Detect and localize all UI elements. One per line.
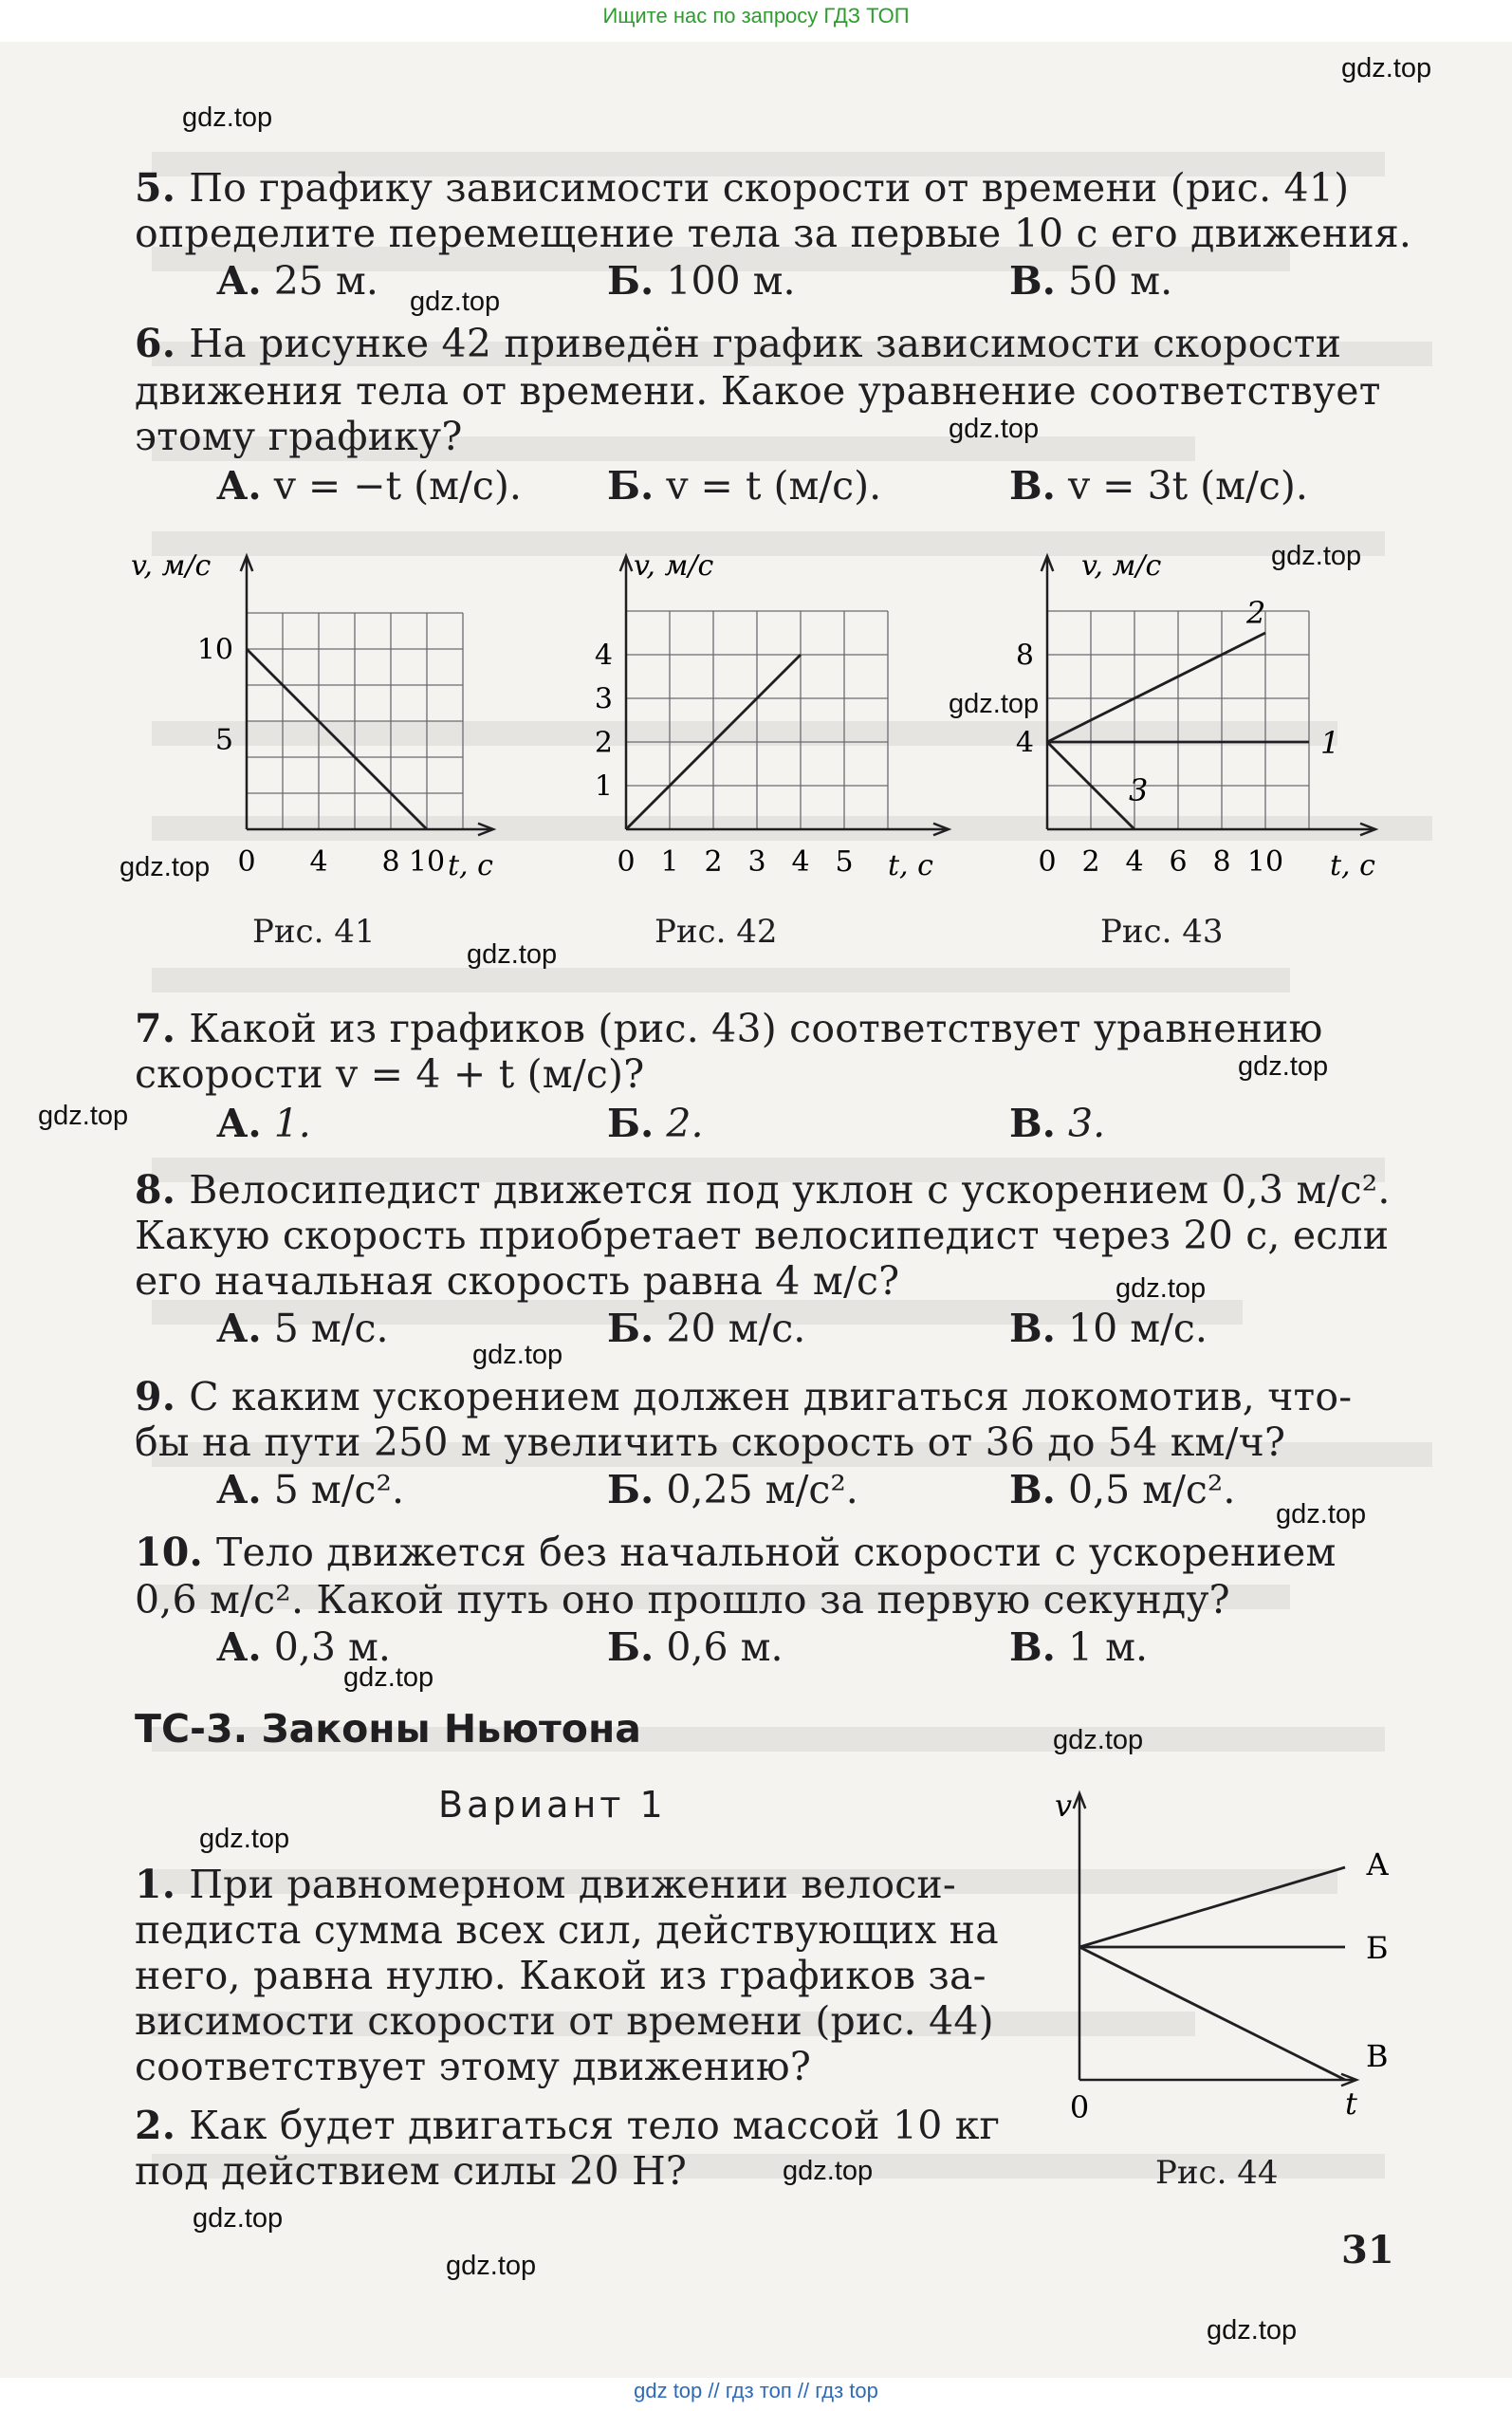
- q6-option-a: А. v = −t (м/с).: [216, 463, 522, 509]
- x-tick-label: 6: [1169, 845, 1188, 879]
- x-tick-label: 1: [660, 845, 679, 879]
- watermark: gdz.top: [120, 852, 211, 882]
- y-axis-label: v, м/с: [1081, 549, 1162, 583]
- q7-option-c: В. 3.: [1009, 1101, 1106, 1146]
- question-9-line2: бы на пути 250 м увеличить скорость от 36 до 54 км/ч?: [135, 1419, 1286, 1465]
- question-7-line1: 7. Какой из графиков (рис. 43) соответствует уравнению: [135, 1006, 1323, 1051]
- watermark: gdz.top: [783, 2156, 874, 2186]
- q9-option-c: В. 0,5 м/с².: [1009, 1467, 1236, 1512]
- q5-option-c: В. 50 м.: [1009, 258, 1173, 304]
- watermark: gdz.top: [446, 2251, 537, 2281]
- x-tick-label: 0: [1069, 2089, 1090, 2125]
- watermark: gdz.top: [1238, 1051, 1329, 1082]
- watermark: gdz.top: [1276, 1499, 1367, 1530]
- series-line: [1047, 633, 1265, 742]
- question-5-line1: 5. По графику зависимости скорости от времени (рис. 41): [135, 165, 1350, 211]
- figure-44-chart: [1034, 1784, 1432, 2125]
- section-q1-line2: педиста сумма всех сил, действующих на: [135, 1907, 999, 1953]
- y-axis-label: v: [1055, 1788, 1073, 1824]
- x-tick-label: 10: [1246, 845, 1284, 879]
- q8-option-a: А. 5 м/с.: [216, 1306, 389, 1351]
- figure-42-chart: [569, 545, 968, 915]
- figure-41-chart: [114, 545, 531, 915]
- x-tick-label: 8: [1212, 845, 1231, 879]
- q8-option-b: Б. 20 м/с.: [607, 1306, 806, 1351]
- x-tick-label: 4: [791, 845, 810, 879]
- section-title: ТС-3. Законы Ньютона: [135, 1706, 641, 1752]
- q6-option-c: В. v = 3t (м/с).: [1009, 463, 1308, 509]
- question-8-line1: 8. Велосипедист движется под уклон с ускорением 0,3 м/с².: [135, 1167, 1391, 1213]
- q6-option-b: Б. v = t (м/с).: [607, 463, 882, 509]
- x-tick-label: 3: [747, 845, 766, 879]
- q7-option-a: А. 1.: [216, 1101, 311, 1146]
- y-tick-label: 4: [594, 639, 613, 673]
- x-tick-label: 0: [617, 845, 636, 879]
- watermark: gdz.top: [949, 689, 1040, 719]
- q10-option-b: Б. 0,6 м.: [607, 1624, 784, 1670]
- watermark: gdz.top: [193, 2203, 284, 2234]
- q8-option-c: В. 10 м/с.: [1009, 1306, 1208, 1351]
- x-tick-label: 5: [835, 845, 854, 879]
- section-q1-line3: него, равна нулю. Какой из графиков за-: [135, 1953, 986, 1998]
- watermark: gdz.top: [472, 1340, 563, 1370]
- q9-option-b: Б. 0,25 м/с².: [607, 1467, 858, 1512]
- y-tick-label: 4: [1015, 726, 1034, 760]
- watermark: gdz.top: [1341, 53, 1432, 83]
- series-label: 2: [1246, 595, 1266, 631]
- series-label: А: [1366, 1846, 1390, 1882]
- watermark: gdz.top: [343, 1662, 434, 1693]
- x-tick-label: 4: [1125, 845, 1144, 879]
- watermark: gdz.top: [1207, 2315, 1298, 2346]
- series-line: [1079, 1947, 1345, 2080]
- x-tick-label: 2: [704, 845, 723, 879]
- series-label: 1: [1320, 725, 1340, 761]
- q5-option-b: Б. 100 м.: [607, 258, 796, 304]
- watermark: gdz.top: [38, 1101, 129, 1131]
- x-tick-label: 0: [1038, 845, 1057, 879]
- variant-heading: Вариант 1: [438, 1784, 667, 1826]
- x-axis-label: t, с: [448, 849, 493, 882]
- q10-option-a: А. 0,3 м.: [216, 1624, 391, 1670]
- q10-option-c: В. 1 м.: [1009, 1624, 1149, 1670]
- series-label: 3: [1129, 772, 1149, 808]
- figure-43-chart: [986, 545, 1404, 915]
- x-tick-label: 10: [408, 845, 446, 879]
- watermark: gdz.top: [467, 939, 558, 970]
- section-q2-line1: 2. Как будет двигаться тело массой 10 кг: [135, 2103, 1001, 2148]
- y-tick-label: 8: [1015, 639, 1034, 673]
- section-q2-line2: под действием силы 20 Н?: [135, 2148, 688, 2194]
- x-axis-label: t: [1345, 2086, 1357, 2122]
- y-tick-label: 10: [196, 633, 233, 667]
- series-label: Б: [1366, 1930, 1389, 1966]
- y-tick-label: 2: [594, 726, 613, 760]
- question-8-line3: его начальная скорость равна 4 м/с?: [135, 1258, 900, 1304]
- section-q1-line1: 1. При равномерном движении велоси-: [135, 1862, 956, 1907]
- question-7-line2: скорости v = 4 + t (м/с)?: [135, 1051, 645, 1097]
- q7-option-b: Б. 2.: [607, 1101, 704, 1146]
- x-tick-label: 2: [1081, 845, 1100, 879]
- question-6-line2: движения тела от времени. Какое уравнение соответствует: [135, 368, 1381, 414]
- question-10-line1: 10. Тело движется без начальной скорости с ускорением: [135, 1530, 1337, 1575]
- watermark: gdz.top: [1116, 1273, 1207, 1304]
- header-search-link[interactable]: Ищите нас по запросу ГДЗ ТОП: [602, 4, 910, 28]
- q9-option-a: А. 5 м/с².: [216, 1467, 404, 1512]
- series-line: [1079, 1867, 1345, 1947]
- q5-option-a: А. 25 м.: [216, 258, 378, 304]
- x-tick-label: 0: [237, 845, 256, 879]
- watermark: gdz.top: [949, 414, 1040, 444]
- question-6-line3: этому графику?: [135, 414, 463, 459]
- question-10-line2: 0,6 м/с². Какой путь оно прошло за первую секунду?: [135, 1577, 1230, 1623]
- y-tick-label: 1: [594, 770, 613, 804]
- section-q1-line5: соответствует этому движению?: [135, 2044, 812, 2089]
- watermark: gdz.top: [1053, 1725, 1144, 1755]
- series-label: В: [1366, 2038, 1389, 2074]
- section-q1-line4: висимости скорости от времени (рис. 44): [135, 1998, 994, 2044]
- footer-links[interactable]: gdz top // гдз топ // гдз top: [634, 2379, 878, 2402]
- question-6-line1: 6. На рисунке 42 приведён график зависимости скорости: [135, 321, 1342, 366]
- x-axis-label: t, с: [1330, 849, 1375, 882]
- watermark: gdz.top: [182, 102, 273, 133]
- series-line: [247, 649, 427, 829]
- figure-44-caption: Рис. 44: [1155, 2154, 1279, 2192]
- question-5-line2: определите перемещение тела за первые 10 с его движения.: [135, 211, 1412, 256]
- x-tick-label: 4: [309, 845, 328, 879]
- y-tick-label: 5: [214, 723, 233, 757]
- x-axis-label: t, с: [888, 849, 933, 882]
- watermark: gdz.top: [410, 287, 501, 317]
- figure-43-caption: Рис. 43: [1100, 913, 1224, 951]
- watermark: gdz.top: [1271, 541, 1362, 571]
- x-tick-label: 8: [381, 845, 400, 879]
- y-axis-label: v, м/с: [634, 549, 714, 583]
- watermark: gdz.top: [199, 1824, 290, 1854]
- figure-41-caption: Рис. 41: [252, 913, 376, 951]
- y-tick-label: 3: [594, 682, 613, 716]
- question-8-line2: Какую скорость приобретает велосипедист через 20 с, если: [135, 1213, 1390, 1258]
- question-9-line1: 9. С каким ускорением должен двигаться локомотив, что-: [135, 1374, 1353, 1419]
- y-axis-label: v, м/с: [131, 549, 212, 583]
- page-number: 31: [1341, 2228, 1394, 2272]
- figure-42-caption: Рис. 42: [655, 913, 778, 951]
